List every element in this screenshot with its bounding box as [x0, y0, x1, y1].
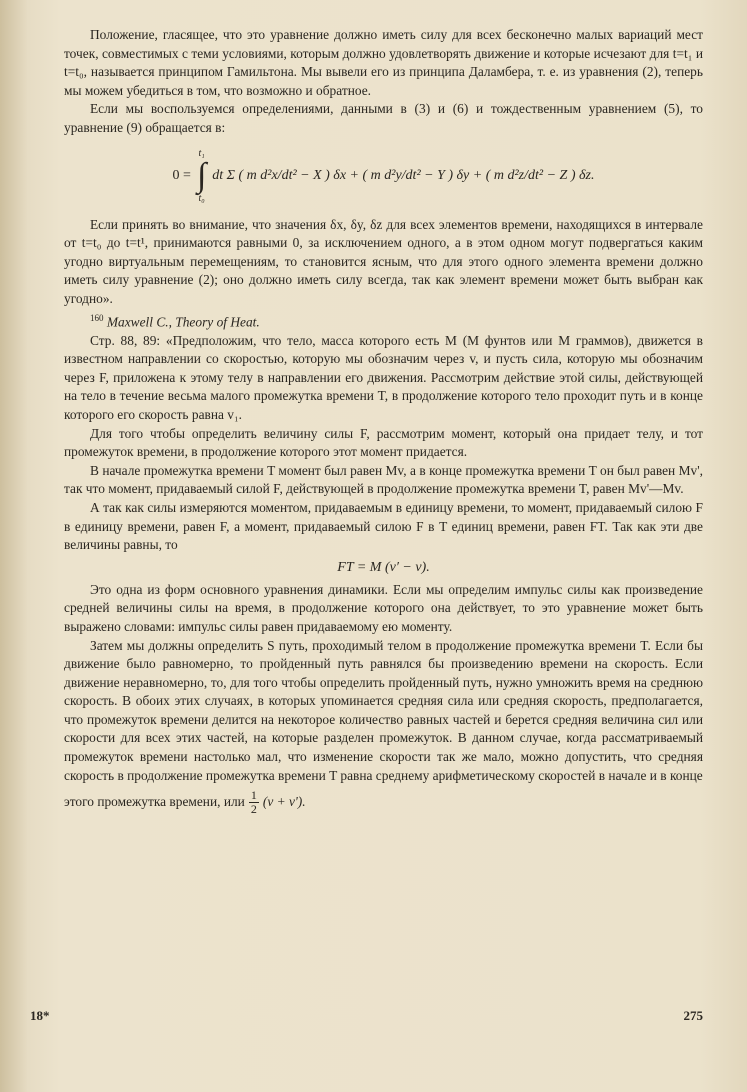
- footnote-maxwell: [64, 309, 703, 332]
- integral-lower-limit: t₀: [198, 192, 205, 204]
- formula-impulse: FT = M (v′ − v).: [337, 559, 430, 575]
- fraction-numerator: 1: [250, 787, 257, 802]
- formula-lhs: 0 =: [172, 167, 191, 183]
- paragraph-moment: В начале промежутка времени T момент был равен Mv, а в конце промежутка времени T он был равен Mv', так что момент, придаваемый силой F, действующей в продолжение промежутка времени T, равен Mv'—Mv.: [64, 462, 703, 497]
- final-line: [64, 785, 703, 819]
- formula-body: dt Σ ( m d²x/dt² − X ) δx + ( m d²y/dt² − Y ) δy + ( m d²z/dt² − Z ) δz.: [212, 167, 595, 183]
- paragraph-hamilton-principle: Положение, гласящее, что это уравнение должно иметь силу для всех бесконечно малых вариаций мест точек, совместимых с теми условиями, которым должно удовлетворять движение и которые исчезают для t=t₁ и t=t₀, называется принципом Гамильтона. Мы вывели его из принципа Даламбера, т. е. из уравнения (2), теперь мы можем убедиться в том, что возможно и обратное.: [64, 27, 703, 98]
- paragraph-body-mass: Стр. 88, 89: «Предположим, что тело, масса которого есть M (M фунтов или M граммов), движется в известном направлении со скоростью, которую мы обозначим через v, и пусть сила, которую мы обозначим через F, приложена к этому телу в направлении его движения. Рассмотрим действие этой силы, действующей на тело в течение весьма малого промежутка времени T, в продолжение которого тело проходит путь и в конце которого его скорость равна v₁.: [64, 332, 703, 422]
- footnote-number: 160: [90, 312, 104, 323]
- paragraph-variations: Если принять во внимание, что значения δx, δy, δz для всех элементов времени, находящихся в интервале от t=t₀ до t=t¹, принимаются равными 0, за исключением одного, а в этом одном могут подвергаться каким угодно виртуальным перемещениям, то становится ясным, что для этого одного элемента времени должно иметь силу уравнение (2); оно должно иметь силу всегда, так как элемент времени может быть выбран как угодно».: [64, 216, 703, 306]
- fraction-half: [249, 789, 259, 816]
- paragraph-definitions: Если мы воспользуемся определениями, данными в (3) и (6) и тождественным уравнением (5), то уравнение (9) обращается в:: [64, 101, 703, 135]
- paragraph-unit-time: А так как силы измеряются моментом, придаваемым в единицу времени, то момент, придаваемый силою F в единицу времени, равен F, а момент, придаваемый силою F в T единиц времени, равен FT. Так как эти две величины равны, то: [64, 499, 703, 553]
- paragraph-dynamics-equation: Это одна из форм основного уравнения динамики. Если мы определим импульс силы как произведение средней величины силы на время, в продолжение которого она действует, то это уравнение может быть выражено словами: импульс силы равен придаваемому ею моменту.: [64, 581, 703, 634]
- page-footer: [30, 1008, 703, 1024]
- integral-sign: t₁ ∫ t₀: [196, 147, 207, 204]
- fraction-denominator: 2: [250, 801, 257, 816]
- footnote-citation: Maxwell C., Theory of Heat.: [106, 314, 260, 329]
- formula-integral: [64, 140, 703, 212]
- final-line-text: этого промежутка времени, или: [64, 794, 245, 810]
- paragraph-path: Затем мы должны определить S путь, проходимый телом в продолжение промежутка времени T. Если бы движение было равномерно, то пройденный путь равнялся бы произведению времени на скорость. Если движение неравномерно, то, для того чтобы определить пройденный путь, нужно умножить время на среднюю скорость. В обоих этих случаях, в которых упоминается средняя сила или средняя скорость, предполагается, что промежуток времени делится на некоторое количество равных частей и берется средняя величина сил или скорости для всех этих частей, на которые разделен промежуток. В данном случае, когда рассматриваемый промежуток времени настолько мал, что изменение скорости так же мало, можно допустить, что средняя скорость в продолжение промежутка времени T равна среднему арифметическому скоростей в начале и в конце: [64, 637, 703, 783]
- page-number: 275: [683, 1008, 703, 1023]
- final-line-tail: (v + v').: [262, 794, 306, 810]
- integral-upper-limit: t₁: [198, 147, 205, 159]
- signature-mark: 18*: [30, 1008, 50, 1023]
- paragraph-force-value: Для того чтобы определить величину силы F, рассмотрим момент, который она придает телу, и тот промежуток времени, в продолжение которого этот момент придается.: [64, 425, 703, 460]
